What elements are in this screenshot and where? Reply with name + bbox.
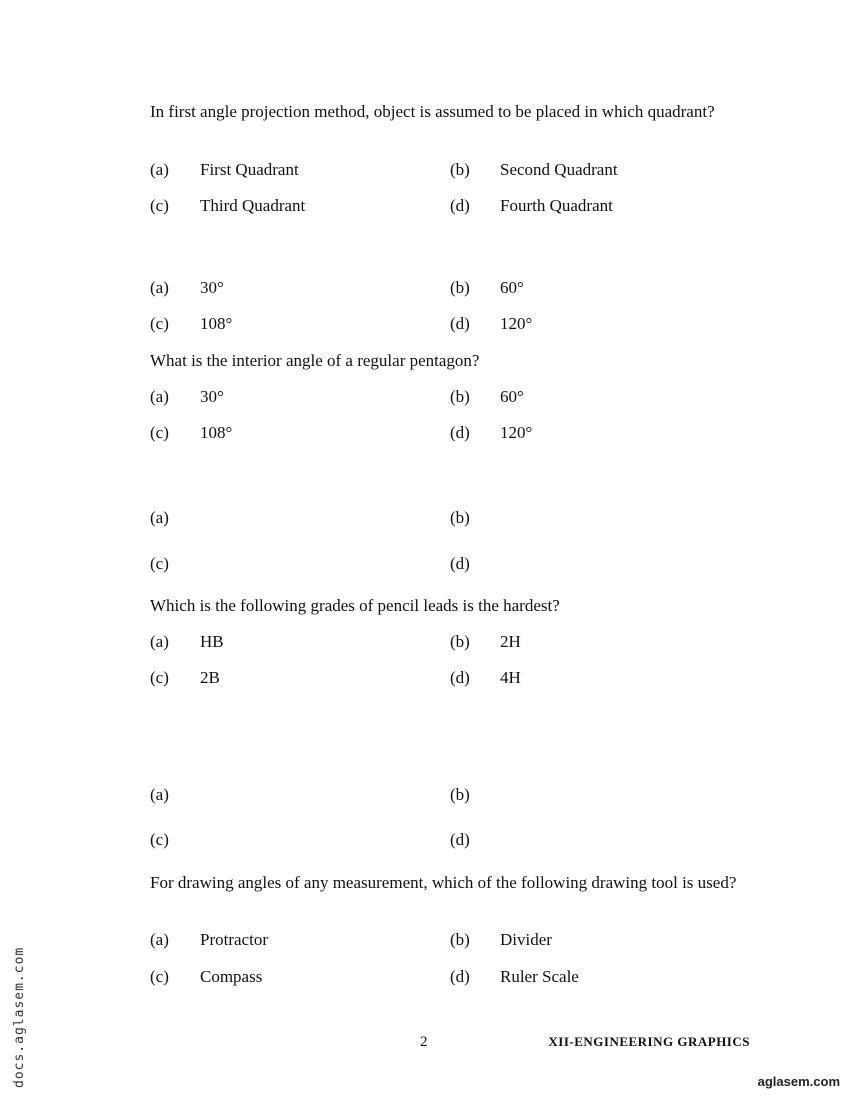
option-label: (d) [450, 314, 470, 333]
option-text: Ruler Scale [500, 967, 579, 986]
option-label: (d) [450, 196, 470, 215]
option-3a [150, 387, 224, 407]
option-4b [450, 508, 500, 528]
option-label: (a) [150, 632, 169, 651]
option-1b [450, 160, 618, 180]
option-2d [450, 314, 532, 334]
option-text: 30° [200, 278, 224, 297]
option-text: 120° [500, 423, 533, 442]
option-label: (b) [450, 785, 470, 804]
option-1d [450, 196, 613, 216]
option-label: (a) [150, 278, 169, 297]
option-label: (c) [150, 967, 169, 986]
option-text: 30° [200, 387, 224, 406]
option-4c [150, 554, 200, 574]
question-7-text: For drawing angles of any measurement, which of the following drawing tool is used? [150, 873, 737, 892]
option-3c [150, 423, 232, 443]
option-4d [450, 554, 500, 574]
option-text: 60° [500, 278, 524, 297]
subject-title: XII-ENGINEERING GRAPHICS [548, 1034, 750, 1049]
side-watermark: docs.aglasem.com [12, 946, 27, 1088]
option-text: 2H [500, 632, 521, 651]
option-text: Compass [200, 967, 263, 986]
option-label: (b) [450, 160, 470, 179]
option-6d [450, 830, 500, 850]
option-text: 120° [500, 314, 533, 333]
option-1c [150, 196, 305, 216]
option-4a [150, 508, 200, 528]
option-3d [450, 423, 532, 443]
option-text: 60° [500, 387, 524, 406]
option-text: First Quadrant [200, 160, 299, 179]
option-label: (c) [150, 314, 169, 333]
option-7b [450, 930, 552, 950]
option-2b [450, 278, 524, 298]
option-text: 108° [200, 423, 233, 442]
question-3-text: What is the interior angle of a regular pentagon? [150, 351, 480, 370]
option-text: 4H [500, 668, 521, 687]
option-label: (c) [150, 830, 169, 849]
option-text: 108° [200, 314, 233, 333]
option-5d [450, 668, 521, 688]
brand-watermark: aglasem.com [757, 1074, 840, 1089]
option-2c [150, 314, 232, 334]
option-text: Protractor [200, 930, 268, 949]
question-1-text: In first angle projection method, object is assumed to be placed in which quadrant? [150, 102, 715, 121]
option-label: (a) [150, 930, 169, 949]
option-text: Fourth Quadrant [500, 196, 613, 215]
option-text: Third Quadrant [200, 196, 306, 215]
option-label: (b) [450, 387, 470, 406]
option-label: (d) [450, 830, 470, 849]
option-label: (b) [450, 278, 470, 297]
option-label: (d) [450, 967, 470, 986]
option-7a [150, 930, 268, 950]
option-label: (b) [450, 508, 470, 527]
option-7c [150, 967, 262, 987]
option-6c [150, 830, 200, 850]
option-1a [150, 160, 299, 180]
option-text: HB [200, 632, 224, 651]
option-text: Second Quadrant [500, 160, 618, 179]
option-text: Divider [500, 930, 552, 949]
option-3b [450, 387, 524, 407]
option-label: (b) [450, 632, 470, 651]
option-label: (d) [450, 423, 470, 442]
option-5b [450, 632, 521, 652]
option-label: (a) [150, 508, 169, 527]
option-label: (a) [150, 387, 169, 406]
option-label: (a) [150, 160, 169, 179]
option-6a [150, 785, 200, 805]
option-label: (c) [150, 196, 169, 215]
option-label: (c) [150, 668, 169, 687]
question-5-text: Which is the following grades of pencil leads is the hardest? [150, 596, 560, 615]
option-label: (a) [150, 785, 169, 804]
option-label: (d) [450, 668, 470, 687]
option-label: (c) [150, 554, 169, 573]
option-6b [450, 785, 500, 805]
option-label: (c) [150, 423, 169, 442]
option-text: 2B [200, 668, 220, 687]
option-label: (b) [450, 930, 470, 949]
option-5c [150, 668, 220, 688]
option-7d [450, 967, 579, 987]
page-number: 2 [420, 1034, 428, 1050]
option-5a [150, 632, 224, 652]
option-2a [150, 278, 224, 298]
option-label: (d) [450, 554, 470, 573]
